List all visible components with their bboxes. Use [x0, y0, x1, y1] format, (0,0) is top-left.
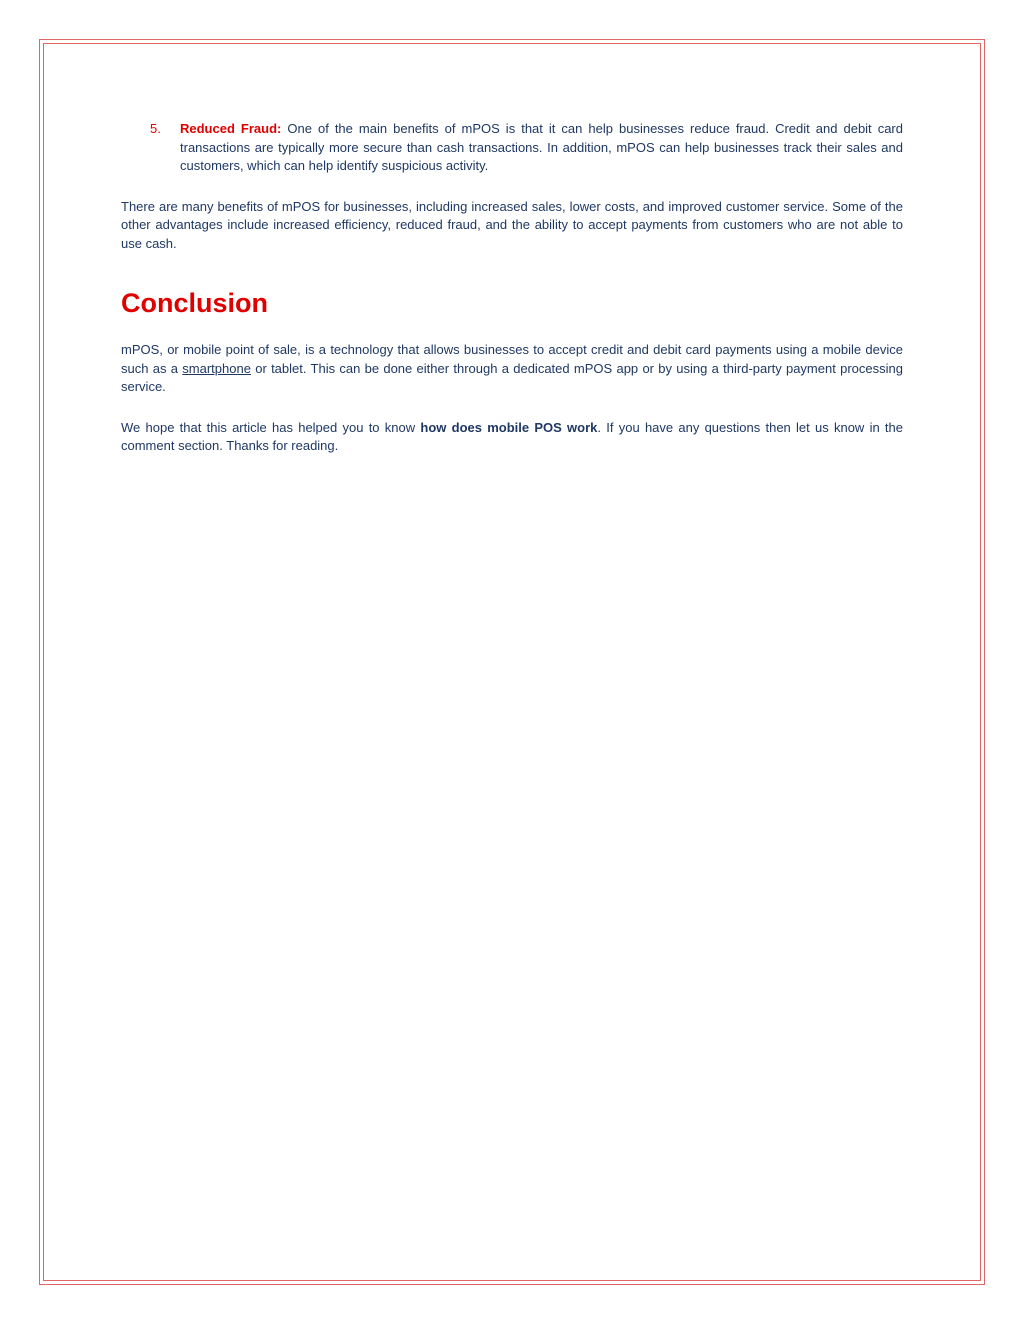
- conclusion-p2-before: We hope that this article has helped you to know: [121, 419, 421, 435]
- list-text: One of the main benefits of mPOS is that it can help businesses reduce fraud. Credit and debit card transactions are typically more secure than cash transactions. In addition, mPOS can help businesses track their sales and customers, which can help identify suspicious activity.: [180, 121, 903, 173]
- conclusion-p1-before: mPOS, or mobile point of sale, is a technology that allows businesses to accept credit and debit card payments using a mobile device such as a: [121, 342, 903, 376]
- list-number: 5.: [150, 121, 161, 136]
- smartphone-link[interactable]: smartphone: [182, 360, 251, 376]
- summary-paragraph: There are many benefits of mPOS for businesses, including increased sales, lower costs, and improved customer service. Some of the other advantages include increased efficiency, reduced fraud, and the ability to accept payments from customers who are not able to use cash.: [121, 198, 903, 251]
- document-content: [121, 120, 903, 478]
- conclusion-p1-after: or tablet. This can be done either through a dedicated mPOS app or by using a third-party payment processing service.: [121, 360, 903, 394]
- conclusion-p2-bold: how does mobile POS work: [420, 419, 598, 435]
- conclusion-paragraph-2: [121, 419, 903, 456]
- list-item-reduced-fraud: [121, 120, 903, 176]
- list-lead: Reduced Fraud:: [180, 121, 282, 136]
- conclusion-paragraph-1: [121, 341, 903, 397]
- conclusion-p2-after: . If you have any questions then let us know in the comment section. Thanks for reading.: [121, 419, 904, 453]
- conclusion-heading: Conclusion: [121, 288, 268, 318]
- list-body: [180, 120, 903, 176]
